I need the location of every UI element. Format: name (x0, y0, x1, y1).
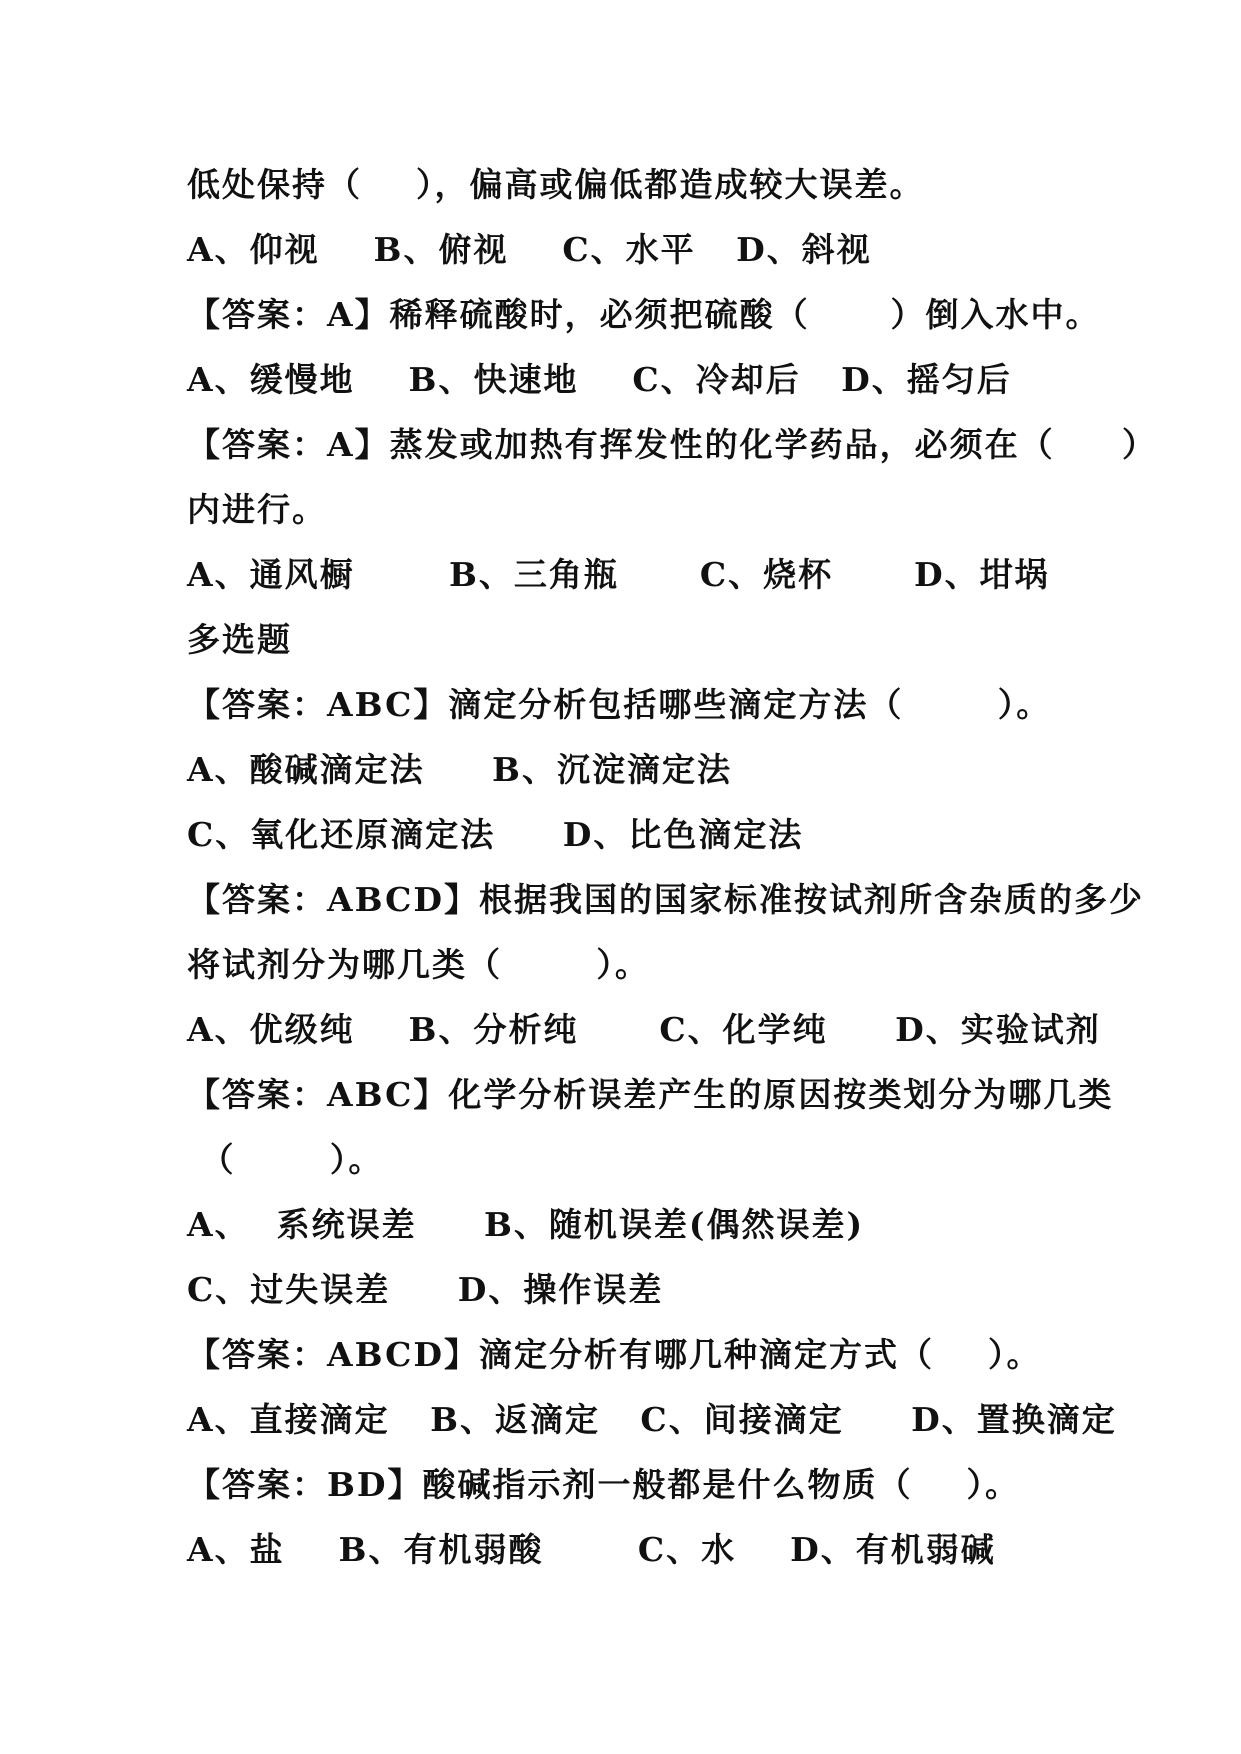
answer-question-line: 【答案：A】蒸发或加热有挥发性的化学药品，必须在（ ） (187, 425, 1158, 464)
question-line-continuation: 将试剂分为哪几类（ ）。 (187, 945, 650, 984)
question-line-continuation: 内进行。 (187, 490, 327, 529)
options-line: C、过失误差 D、操作误差 (187, 1270, 664, 1309)
options-line: A、盐 B、有机弱酸 C、水 D、有机弱碱 (187, 1530, 996, 1569)
options-line: A、通风橱 B、三角瓶 C、烧杯 D、坩埚 (187, 555, 1050, 594)
options-line: A、酸碱滴定法 B、沉淀滴定法 (187, 750, 732, 789)
options-line: A、仰视 B、俯视 C、水平 D、斜视 (187, 230, 872, 269)
answer-question-line: 【答案：ABC】化学分析误差产生的原因按类划分为哪几类 (187, 1075, 1114, 1114)
answer-question-line: 【答案：A】稀释硫酸时，必须把硫酸（ ）倒入水中。 (187, 295, 1101, 334)
answer-question-line: 【答案：BD】酸碱指示剂一般都是什么物质（ ）。 (187, 1465, 1020, 1504)
options-line: C、氧化还原滴定法 D、比色滴定法 (187, 815, 804, 854)
answer-question-line: 【答案：ABCD】滴定分析有哪几种滴定方式（ ）。 (187, 1335, 1042, 1374)
answer-question-line: 【答案：ABC】滴定分析包括哪些滴定方法（ ）。 (187, 685, 1052, 724)
question-line-continuation: 低处保持（ ），偏高或偏低都造成较大误差。 (187, 165, 925, 204)
document-body (187, 152, 1158, 1582)
options-line: A、缓慢地 B、快速地 C、冷却后 D、摇匀后 (187, 360, 1012, 399)
options-line: A、 系统误差 B、随机误差(偶然误差) (187, 1205, 865, 1244)
answer-question-line: 【答案：ABCD】根据我国的国家标准按试剂所含杂质的多少 (187, 880, 1144, 919)
question-line-continuation: （ ）。 (187, 1140, 384, 1179)
section-heading: 多选题 (187, 620, 292, 659)
options-line: A、直接滴定 B、返滴定 C、间接滴定 D、置换滴定 (187, 1400, 1117, 1439)
options-line: A、优级纯 B、分析纯 C、化学纯 D、实验试剂 (187, 1010, 1101, 1049)
